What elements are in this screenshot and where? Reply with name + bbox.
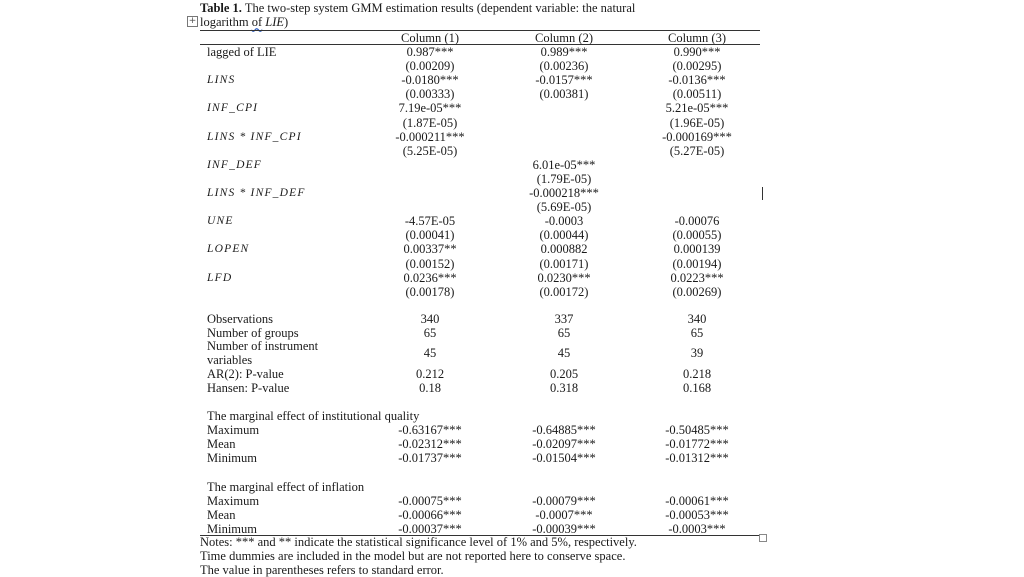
row-label: Number of instrument bbox=[207, 339, 319, 353]
caption-line-2 bbox=[200, 15, 770, 29]
note-line: The value in parentheses refers to standard error. bbox=[200, 563, 444, 577]
table-cell: 0.987*** bbox=[406, 45, 454, 59]
table-cell: (0.00333) bbox=[405, 87, 455, 102]
table-row bbox=[200, 101, 760, 115]
table-cell: (0.00152) bbox=[405, 256, 455, 271]
table-cell: -0.00053*** bbox=[665, 508, 729, 522]
table-cell: 65 bbox=[557, 326, 571, 340]
caption-prefix: logarithm bbox=[200, 15, 252, 29]
paragraph-marker-icon bbox=[759, 534, 767, 542]
table-cell: (0.00209) bbox=[405, 59, 455, 74]
table-row bbox=[200, 87, 760, 101]
note-line: Time dummies are included in the model but are not reported here to conserve space. bbox=[200, 549, 626, 563]
table-row bbox=[200, 437, 760, 451]
table-cell: 0.989*** bbox=[540, 45, 588, 59]
table-move-handle-icon[interactable]: + bbox=[188, 16, 197, 26]
table-cell: -0.00075*** bbox=[398, 494, 462, 508]
table-cell: (0.00295) bbox=[672, 59, 722, 74]
row-label: AR(2): P-value bbox=[207, 367, 284, 381]
table-cell: -0.01504*** bbox=[532, 451, 596, 465]
table-cell: 337 bbox=[554, 312, 574, 326]
caption-text: The two-step system GMM estimation results (dependent variable: the natural bbox=[244, 1, 636, 15]
table-row bbox=[200, 339, 760, 367]
table-cell: 0.990*** bbox=[673, 45, 721, 59]
table-row bbox=[200, 172, 760, 186]
table-cell: -0.02312*** bbox=[398, 437, 462, 451]
column-header: Column (3) bbox=[668, 31, 726, 45]
table-cell: -0.0003*** bbox=[668, 522, 726, 536]
table-cell: -0.0007*** bbox=[535, 508, 593, 522]
table-cell: 340 bbox=[687, 312, 707, 326]
row-label: Mean bbox=[207, 508, 236, 522]
table-row bbox=[200, 451, 760, 465]
row-label: Maximum bbox=[207, 494, 260, 508]
table-notes bbox=[200, 535, 770, 577]
table-row bbox=[200, 144, 760, 158]
table-cell: 39 bbox=[690, 346, 704, 360]
row-label: Hansen: P-value bbox=[207, 381, 290, 395]
text-cursor bbox=[762, 187, 763, 200]
table-cell: -0.01737*** bbox=[398, 451, 462, 465]
row-label: INF_CPI bbox=[207, 102, 259, 115]
table-cell: 45 bbox=[557, 346, 571, 360]
table-cell: 340 bbox=[420, 312, 440, 326]
table-cell: 0.000882 bbox=[540, 242, 588, 257]
row-label: Observations bbox=[207, 312, 273, 326]
table-cell: (5.25E-05) bbox=[402, 143, 458, 158]
row-label: Minimum bbox=[207, 522, 258, 536]
table-cell: (0.00041) bbox=[405, 228, 455, 243]
table-cell: 0.000139 bbox=[673, 242, 721, 257]
column-header-row bbox=[200, 31, 760, 45]
table-row bbox=[200, 45, 760, 59]
table-row bbox=[200, 312, 760, 326]
table-number: Table 1. bbox=[200, 1, 242, 15]
table-cell: 5.21e-05*** bbox=[665, 101, 729, 116]
row-label-continued: variables bbox=[207, 353, 253, 367]
row-label: Minimum bbox=[207, 451, 258, 465]
table-cell: (0.00044) bbox=[539, 228, 589, 243]
table-row bbox=[200, 494, 760, 508]
table-row bbox=[200, 158, 760, 172]
table-cell: 0.0223*** bbox=[670, 270, 724, 285]
table-cell: 0.00337** bbox=[403, 242, 457, 257]
table-row bbox=[200, 214, 760, 228]
table-row bbox=[200, 200, 760, 214]
table-cell: 0.212 bbox=[415, 367, 445, 381]
table-cell: (0.00236) bbox=[539, 59, 589, 74]
table-row bbox=[200, 381, 760, 395]
table-cell: -0.50485*** bbox=[665, 423, 729, 437]
row-label: Mean bbox=[207, 437, 236, 451]
table-cell: (1.79E-05) bbox=[536, 171, 592, 186]
row-label: LFD bbox=[207, 271, 233, 284]
table-cell: (1.96E-05) bbox=[669, 115, 725, 130]
table-row bbox=[200, 367, 760, 381]
section-heading-institutional: The marginal effect of institutional quality bbox=[207, 409, 420, 423]
table-cell: -0.0003 bbox=[544, 214, 584, 229]
table-cell: -0.00076 bbox=[674, 214, 720, 229]
table-row bbox=[200, 285, 760, 299]
table-row bbox=[200, 271, 760, 285]
table-cell: (0.00171) bbox=[539, 256, 589, 271]
column-header: Column (2) bbox=[535, 31, 593, 45]
table-cell: (0.00055) bbox=[672, 228, 722, 243]
table-cell: 6.01e-05*** bbox=[532, 157, 596, 172]
table-row bbox=[200, 242, 760, 256]
caption-var: LIE bbox=[265, 15, 285, 29]
row-label: Maximum bbox=[207, 423, 260, 437]
table-cell: -0.01312*** bbox=[665, 451, 729, 465]
table-row bbox=[200, 228, 760, 242]
table-cell: -0.00066*** bbox=[398, 508, 462, 522]
table-cell: 0.18 bbox=[419, 381, 441, 395]
table-cell: 65 bbox=[690, 326, 704, 340]
table-cell: -0.00039*** bbox=[532, 522, 596, 536]
table-row bbox=[200, 73, 760, 87]
table-cell: 7.19e-05*** bbox=[398, 101, 462, 116]
table-cell: (0.00511) bbox=[672, 87, 722, 102]
table-cell: -0.01772*** bbox=[665, 437, 729, 451]
section-heading-inflation: The marginal effect of inflation bbox=[207, 480, 365, 494]
table-cell: (0.00172) bbox=[539, 284, 589, 299]
table-cell: -0.00079*** bbox=[532, 494, 596, 508]
table-cell: (1.87E-05) bbox=[402, 115, 458, 130]
table-cell: (5.27E-05) bbox=[669, 143, 725, 158]
row-label: LINS * INF_CPI bbox=[207, 130, 302, 143]
row-label: UNE bbox=[207, 215, 234, 228]
table-row bbox=[200, 423, 760, 437]
table-cell: 0.0236*** bbox=[403, 270, 457, 285]
table-cell: 0.205 bbox=[549, 367, 579, 381]
table-cell: 45 bbox=[423, 346, 437, 360]
table-cell: (0.00381) bbox=[539, 87, 589, 102]
row-label: lagged of LIE bbox=[207, 45, 277, 59]
table-cell: -0.0136*** bbox=[668, 73, 726, 88]
table-row bbox=[200, 257, 760, 271]
table-cell: 0.318 bbox=[549, 381, 579, 395]
caption-suffix: ) bbox=[284, 15, 289, 29]
table-cell: -0.0157*** bbox=[535, 73, 593, 88]
note-line: Notes: *** and ** indicate the statistical significance level of 1% and 5%, respectively. bbox=[200, 535, 637, 549]
table-cell: (0.00269) bbox=[672, 284, 722, 299]
table-cell: 0.168 bbox=[682, 381, 712, 395]
table-row bbox=[200, 508, 760, 522]
table-cell: -4.57E-05 bbox=[404, 214, 456, 229]
table-row bbox=[200, 326, 760, 340]
row-label: LINS bbox=[207, 74, 236, 87]
table-cell: -0.00037*** bbox=[398, 522, 462, 536]
table-caption bbox=[200, 1, 770, 29]
table-row bbox=[200, 59, 760, 73]
table-cell: -0.000211*** bbox=[395, 129, 465, 144]
caption-line-1 bbox=[200, 1, 770, 15]
table-cell: -0.000169*** bbox=[662, 129, 732, 144]
table-cell: -0.63167*** bbox=[398, 423, 462, 437]
table-cell: 65 bbox=[423, 326, 437, 340]
row-label: LINS * INF_DEF bbox=[207, 187, 306, 199]
table-row bbox=[200, 116, 760, 130]
table-cell: (0.00178) bbox=[405, 284, 455, 299]
row-label: Number of groups bbox=[207, 326, 299, 340]
row-label: LOPEN bbox=[207, 243, 250, 256]
table-cell: -0.00061*** bbox=[665, 494, 729, 508]
table-cell: -0.02097*** bbox=[532, 437, 596, 451]
column-header: Column (1) bbox=[401, 31, 459, 45]
table-row bbox=[200, 130, 760, 144]
table-cell: -0.000218*** bbox=[529, 186, 599, 200]
table-cell: (5.69E-05) bbox=[536, 200, 592, 215]
table-row bbox=[200, 186, 760, 200]
table-cell: -0.0180*** bbox=[401, 73, 459, 88]
table-cell: (0.00194) bbox=[672, 256, 722, 271]
table-cell: 0.0230*** bbox=[537, 270, 591, 285]
row-label: INF_DEF bbox=[207, 158, 263, 171]
table-cell: -0.64885*** bbox=[532, 423, 596, 437]
table-row bbox=[200, 522, 760, 536]
caption-of: of bbox=[251, 15, 263, 29]
table-cell: 0.218 bbox=[682, 367, 712, 381]
